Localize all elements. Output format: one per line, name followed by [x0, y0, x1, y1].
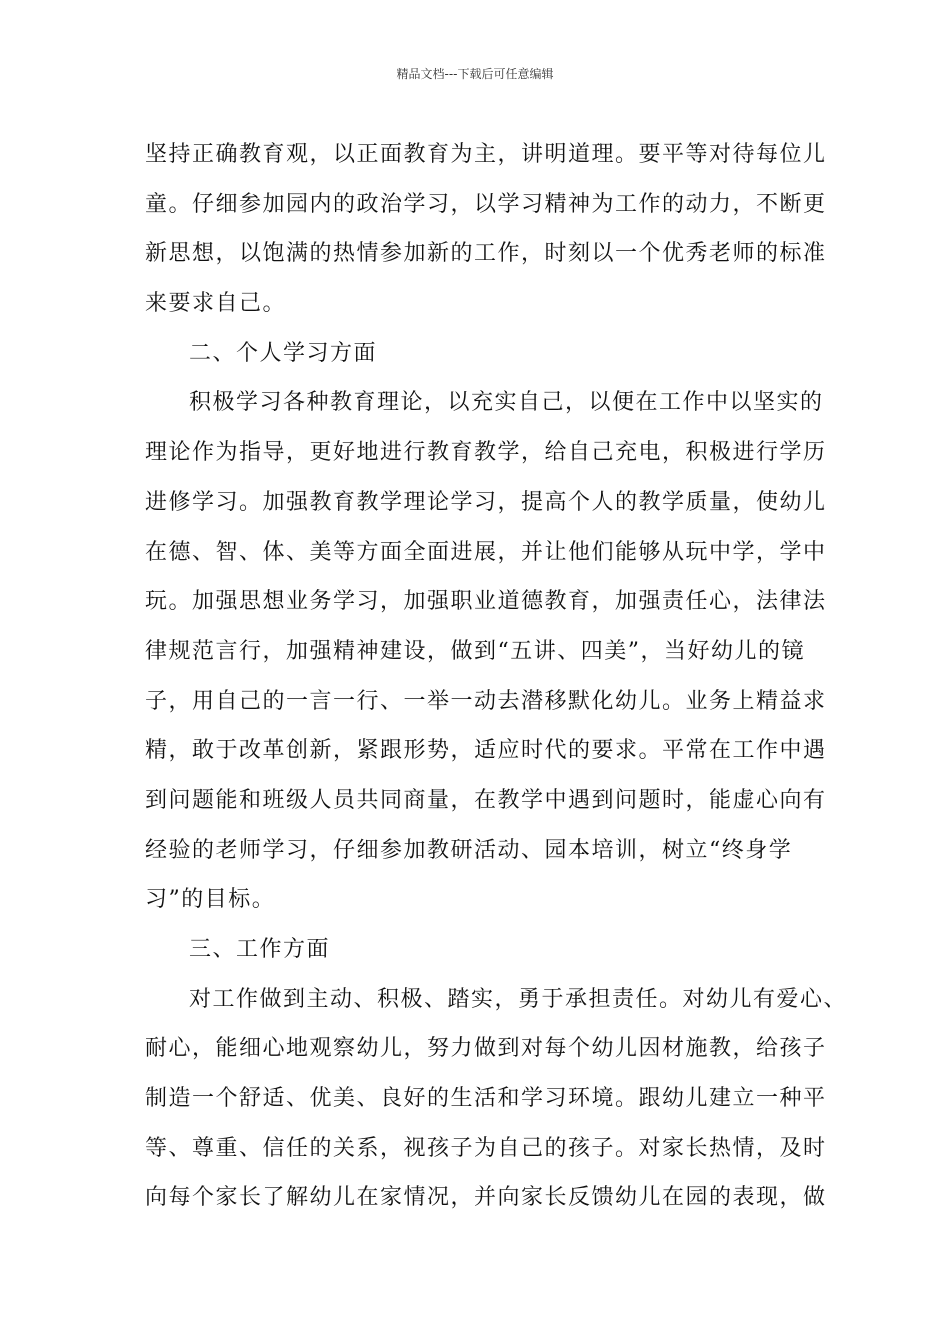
- paragraph-line: 在德、智、体、美等方面全面进展，并让他们能够从玩中学，学中: [145, 539, 827, 565]
- paragraph-line: 到问题能和班级人员共同商量，在教学中遇到问题时，能虚心向有: [145, 787, 827, 813]
- paragraph-line: 律规范言行，加强精神建设，做到“五讲、四美”，当好幼儿的镜: [145, 638, 805, 664]
- paragraph-line: 习”的目标。: [145, 887, 276, 913]
- paragraph-line: 新思想，以饱满的热情参加新的工作，时刻以一个优秀老师的标准: [145, 241, 827, 267]
- paragraph-line: 制造一个舒适、优美、良好的生活和学习环境。跟幼儿建立一种平: [145, 1086, 827, 1112]
- body-text: [145, 130, 848, 1223]
- section-heading: 二、个人学习方面: [189, 340, 378, 366]
- paragraph-line: 对工作做到主动、积极、踏实，勇于承担责任。对幼儿有爱心、: [189, 986, 848, 1012]
- paragraph-line: 进修学习。加强教育教学理论学习，提高个人的教学质量，使幼儿: [145, 489, 827, 515]
- paragraph-line: 童。仔细参加园内的政治学习，以学习精神为工作的动力，不断更: [145, 191, 827, 217]
- paragraph-line: 向每个家长了解幼儿在家情况，并向家长反馈幼儿在园的表现，做: [145, 1185, 827, 1211]
- paragraph-line: 理论作为指导，更好地进行教育教学，给自己充电，积极进行学历: [145, 440, 827, 466]
- paragraph-line: 经验的老师学习，仔细参加教研活动、园本培训，树立“终身学: [145, 837, 793, 863]
- section-heading: 三、工作方面: [189, 937, 331, 962]
- paragraph-line: 子，用自己的一言一行、一举一动去潜移默化幼儿。业务上精益求: [145, 688, 827, 714]
- paragraph-line: 耐心，能细心地观察幼儿，努力做到对每个幼儿因材施教，给孩子: [145, 1036, 827, 1062]
- paragraph-line: 来要求自己。: [145, 291, 287, 317]
- paragraph-line: 精，敢于改革创新，紧跟形势，适应时代的要求。平常在工作中遇: [145, 738, 827, 764]
- paragraph-line: 积极学习各种教育理论，以充实自己，以便在工作中以坚实的: [189, 390, 824, 416]
- paragraph-line: 玩。加强思想业务学习，加强职业道德教育，加强责任心，法律法: [145, 589, 827, 615]
- page-header: 精品文档---下载后可任意编辑: [396, 67, 554, 81]
- paragraph-line: 等、尊重、信任的关系，视孩子为自己的孩子。对家长热情，及时: [145, 1135, 827, 1161]
- paragraph-line: 坚持正确教育观，以正面教育为主，讲明道理。要平等对待每位儿: [145, 142, 827, 167]
